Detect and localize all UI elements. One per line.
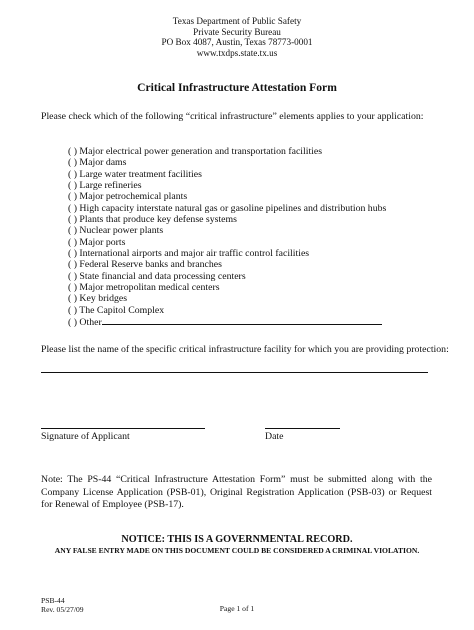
option-item[interactable]: ( ) Plants that produce key defense systems [68, 214, 237, 226]
signature-label: Signature of Applicant [41, 431, 130, 442]
option-item[interactable]: ( ) Major dams [68, 157, 127, 169]
option-other-label: ( ) Other [68, 317, 102, 329]
option-item[interactable]: ( ) Large water treatment facilities [68, 168, 202, 180]
option-other[interactable] [68, 316, 386, 328]
option-item[interactable]: ( ) High capacity interstate natural gas or gasoline pipelines and distribution hubs [68, 202, 387, 214]
form-revision: Rev. 05/27/09 [41, 605, 84, 615]
agency-name: Texas Department of Public Safety [172, 16, 302, 26]
bureau-name: Private Security Bureau [193, 26, 281, 37]
notice-title: NOTICE: THIS IS A GOVERNMENTAL RECORD. [121, 534, 353, 545]
agency-website: www.txdps.state.tx.us [196, 47, 278, 58]
date-input-line[interactable] [265, 428, 340, 429]
date-label: Date [265, 431, 284, 442]
option-item[interactable]: ( ) Nuclear power plants [68, 225, 164, 237]
infrastructure-options-list [68, 146, 386, 329]
form-code: PSB-44 [41, 596, 65, 605]
option-item[interactable]: ( ) State financial and data processing centers [68, 270, 246, 282]
option-item[interactable]: ( ) The Capitol Complex [68, 304, 165, 316]
option-item[interactable]: ( ) Major electrical power generation and transportation facilities [68, 146, 323, 157]
option-item[interactable]: ( ) Major ports [68, 236, 126, 248]
facility-prompt: Please list the name of the specific critical infrastructure facility for which you are providing protection: [41, 344, 449, 355]
option-item[interactable]: ( ) Major metropolitan medical centers [68, 282, 220, 294]
form-title: Critical Infrastructure Attestation Form [137, 81, 337, 94]
facility-input-line[interactable] [41, 372, 428, 373]
option-item[interactable]: ( ) Major petrochemical plants [68, 191, 188, 203]
agency-address: PO Box 4087, Austin, Texas 78773-0001 [161, 37, 313, 48]
option-item[interactable]: ( ) International airports and major air traffic control facilities [68, 248, 310, 260]
signature-input-line[interactable] [41, 428, 205, 429]
other-input-line[interactable] [102, 316, 382, 325]
agency-header [0, 16, 474, 58]
page-number: Page 1 of 1 [219, 604, 255, 613]
intro-text: Please check which of the following “critical infrastructure” elements applies to your application: [41, 111, 424, 122]
submission-note: Note: The PS-44 “Critical Infrastructure Attestation Form” must be submitted along with the Company License Application (PSB-01), Original Registration Application (PSB-03) or Request for Renewal of Employee (PSB-17). [41, 474, 432, 510]
option-item[interactable]: ( ) Large refineries [68, 180, 142, 192]
option-item[interactable]: ( ) Federal Reserve banks and branches [68, 259, 222, 271]
notice-warning: ANY FALSE ENTRY MADE ON THIS DOCUMENT COULD BE CONSIDERED A CRIMINAL VIOLATION. [54, 546, 420, 555]
option-item[interactable]: ( ) Key bridges [68, 293, 128, 305]
